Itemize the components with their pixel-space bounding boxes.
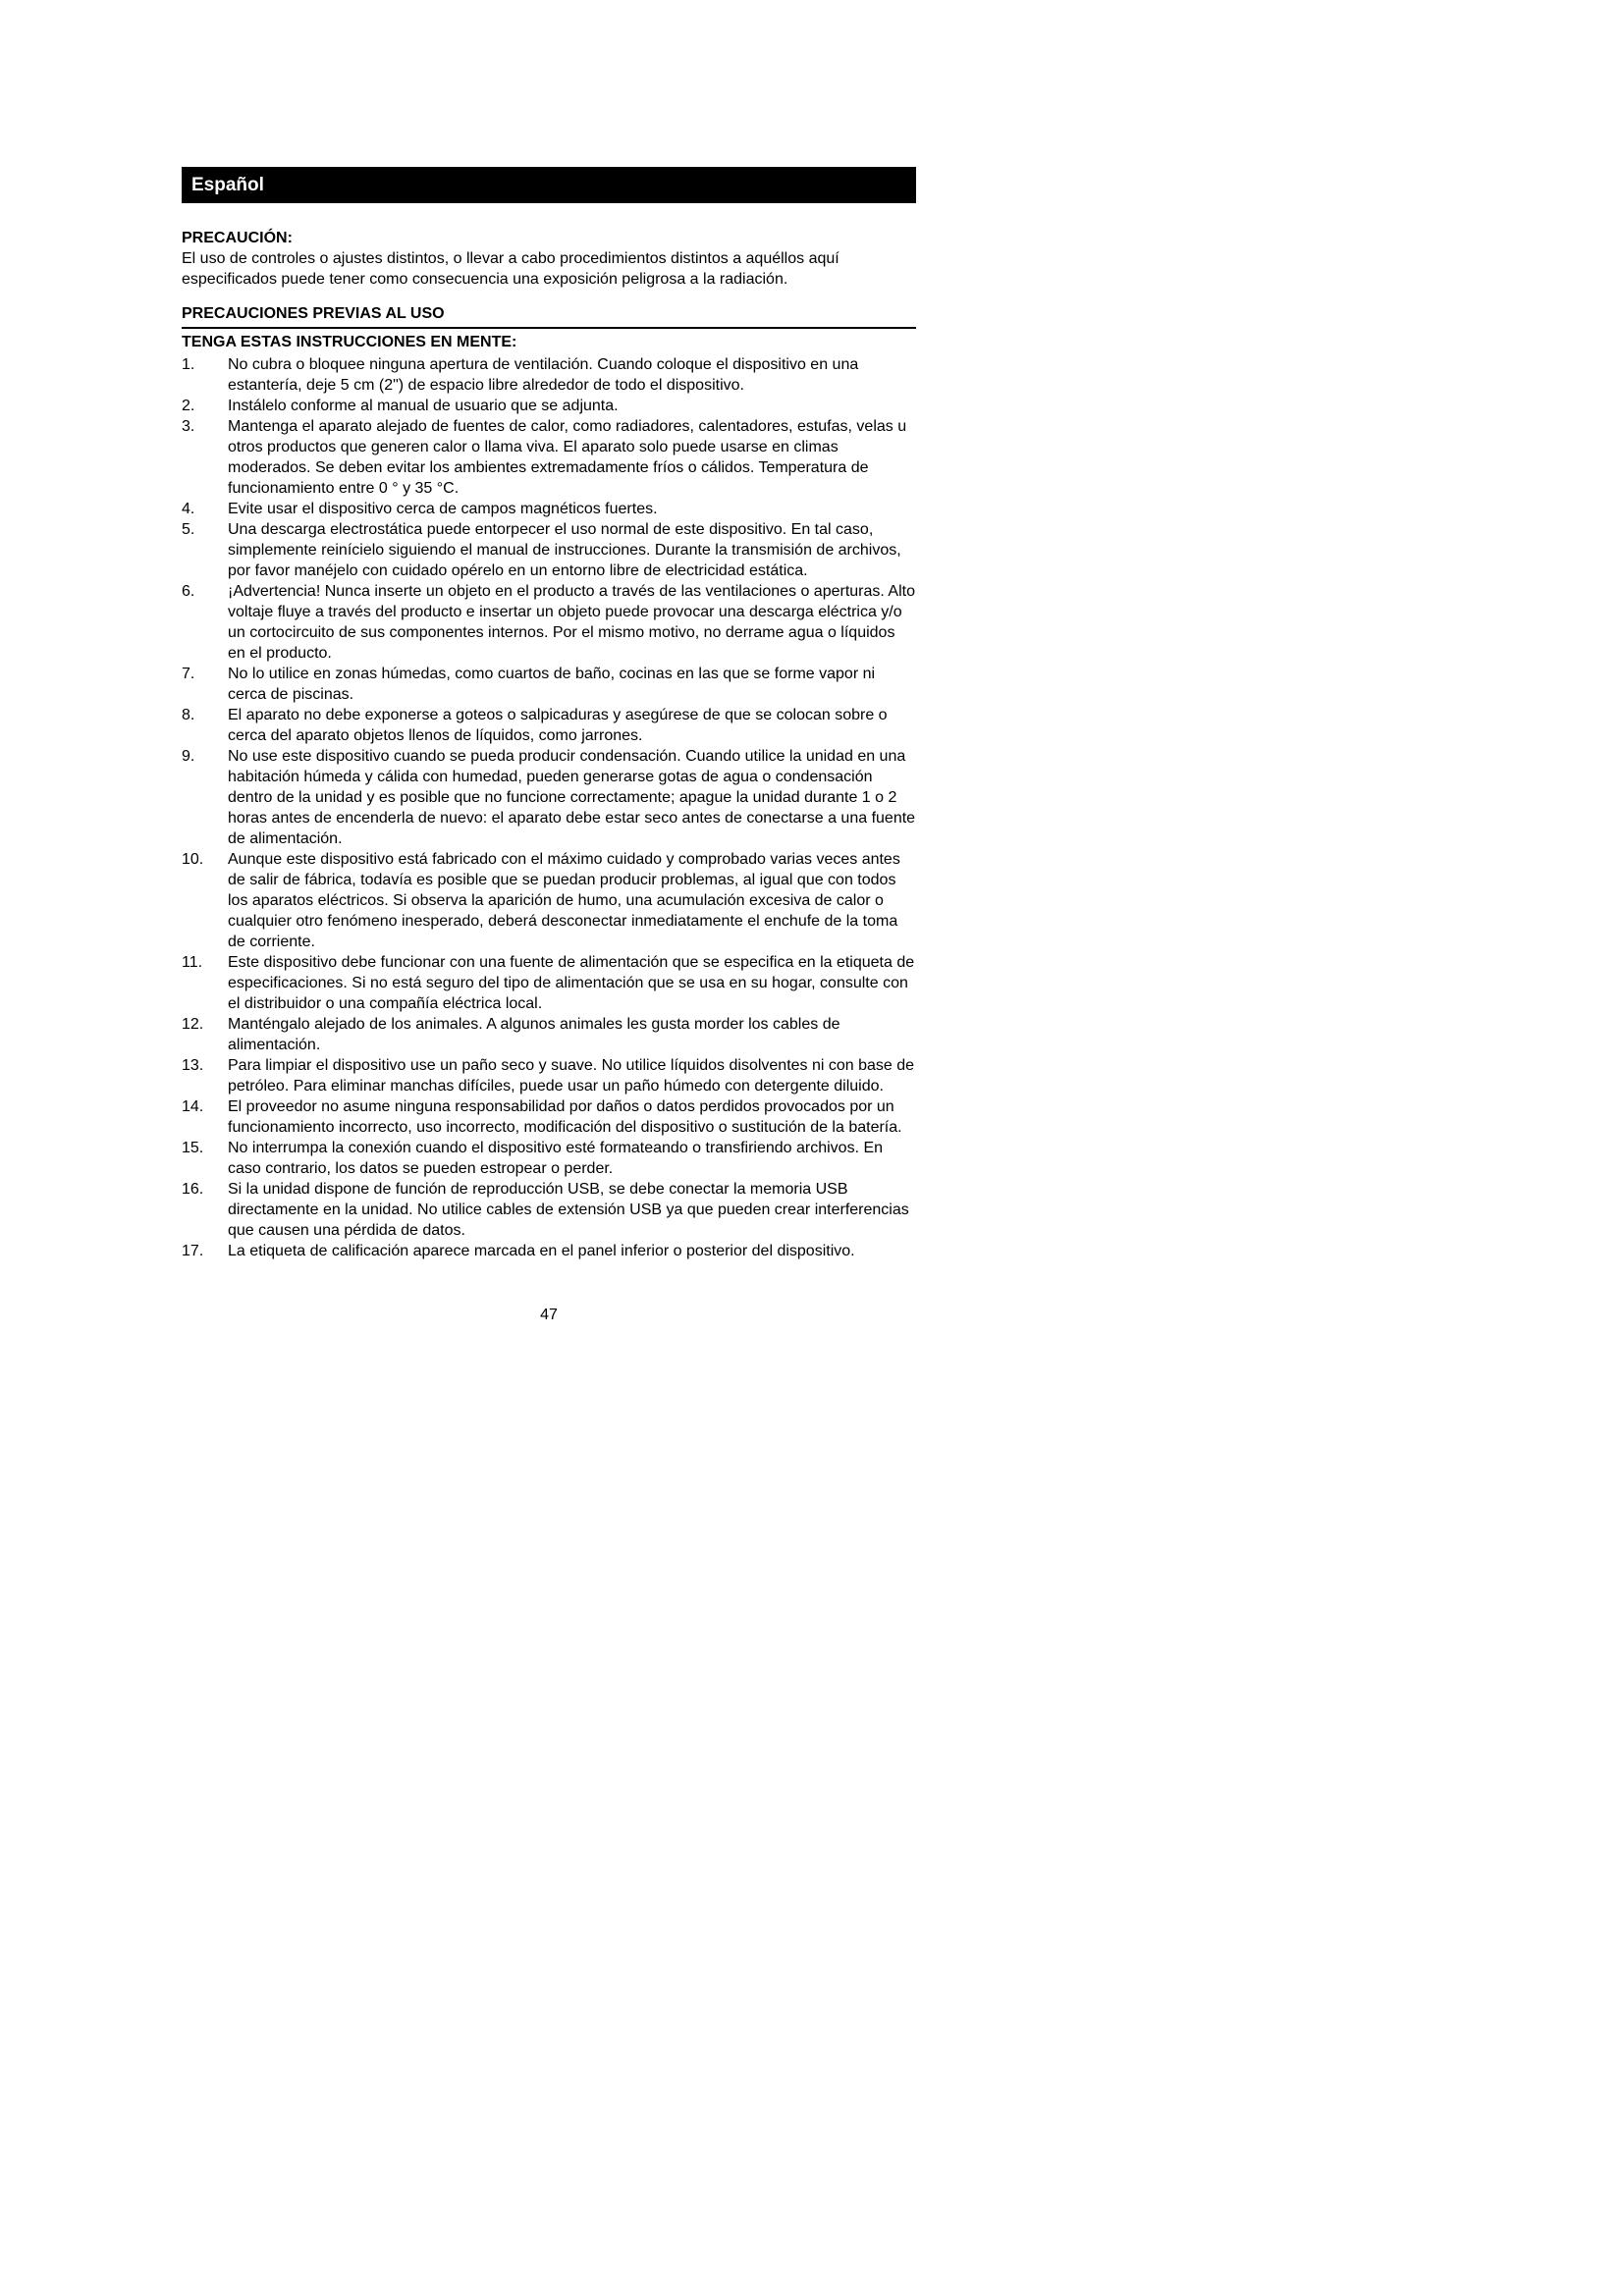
list-item-text: ¡Advertencia! Nunca inserte un objeto en el producto a través de las ventilaciones o aperturas. Alto voltaje fluye a través del producto e insertar un objeto puede provocar una descarga eléctrica y/o un cortocircuito de sus componentes internos. Por el mismo motivo, no derrame agua o líquidos en el producto.: [228, 583, 915, 662]
list-item-text: El aparato no debe exponerse a goteos o salpicaduras y asegúrese de que se colocan sobre o cerca del aparato objetos llenos de líquidos, como jarrones.: [228, 707, 888, 744]
page-footer: [182, 1305, 916, 1325]
list-item-text: No interrumpa la conexión cuando el dispositivo esté formateando o transfiriendo archivos. En caso contrario, los datos se pueden estropear o perder.: [228, 1140, 884, 1177]
page-number: 47: [540, 1307, 558, 1323]
list-item-number: 8.: [182, 707, 195, 723]
list-item-number: 13.: [182, 1057, 204, 1074]
caution-heading: PRECAUCIÓN:: [182, 230, 293, 246]
list-item: [182, 1179, 916, 1241]
list-item-text: No lo utilice en zonas húmedas, como cuartos de baño, cocinas en las que se forme vapor ni cerca de piscinas.: [228, 666, 876, 703]
list-item-number: 5.: [182, 521, 195, 538]
list-item-text: Aunque este dispositivo está fabricado con el máximo cuidado y comprobado varias veces antes de salir de fábrica, todavía es posible que se puedan producir problemas, al igual que con todos los aparatos eléctricos. Si observa la aparición de humo, una acumulación excesiva de calor o cualquier otro fenómeno inesperado, deberá desconectar inmediatamente el enchufe de la toma de corriente.: [228, 851, 900, 950]
list-item-number: 3.: [182, 418, 195, 435]
list-item: [182, 746, 916, 849]
list-item-text: Una descarga electrostática puede entorpecer el uso normal de este dispositivo. En tal caso, simplemente reinícielo siguiendo el manual de instrucciones. Durante la transmisión de archivos, por favor manéjelo con cuidado opérelo en un entorno libre de electricidad estática.: [228, 521, 901, 579]
list-item-text: Mantenga el aparato alejado de fuentes de calor, como radiadores, calentadores, estufas, velas u otros productos que generen calor o llama viva. El aparato solo puede usarse en climas moderados. Se deben evitar los ambientes extremadamente fríos o cálidos. Temperatura de funcionamiento entre 0 ° y 35 °C.: [228, 418, 907, 497]
list-item: [182, 581, 916, 664]
list-item: [182, 416, 916, 499]
list-item: [182, 1014, 916, 1055]
list-item-text: Instálelo conforme al manual de usuario que se adjunta.: [228, 398, 619, 414]
list-item-number: 6.: [182, 583, 195, 600]
list-item: [182, 664, 916, 705]
list-item-text: Manténgalo alejado de los animales. A algunos animales les gusta morder los cables de alimentación.: [228, 1016, 840, 1053]
list-item: [182, 1138, 916, 1179]
list-item-number: 11.: [182, 954, 203, 971]
list-item-number: 12.: [182, 1016, 204, 1033]
list-item-number: 16.: [182, 1181, 204, 1198]
list-item: [182, 1096, 916, 1138]
list-item: [182, 499, 916, 519]
list-item: [182, 396, 916, 416]
list-item-number: 17.: [182, 1243, 204, 1259]
list-item: [182, 1241, 916, 1261]
list-item-number: 15.: [182, 1140, 204, 1156]
list-item: [182, 1055, 916, 1096]
list-item: [182, 849, 916, 952]
list-item: [182, 354, 916, 396]
list-item-text: Evite usar el dispositivo cerca de campos magnéticos fuertes.: [228, 501, 658, 517]
language-banner-label: Español: [191, 175, 264, 195]
list-item-text: No cubra o bloquee ninguna apertura de ventilación. Cuando coloque el dispositivo en una estantería, deje 5 cm (2") de espacio libre alrededor de todo el dispositivo.: [228, 356, 859, 394]
list-item: [182, 519, 916, 581]
page-content: [182, 167, 916, 1325]
precautions-heading: PRECAUCIONES PREVIAS AL USO: [182, 303, 916, 329]
list-item-number: 10.: [182, 851, 204, 868]
caution-paragraph: El uso de controles o ajustes distintos, o llevar a cabo procedimientos distintos a aquéllos aquí especificados puede tener como consecuencia una exposición peligrosa a la radiación.: [182, 250, 839, 288]
instruction-list: [182, 354, 916, 1261]
list-item-text: La etiqueta de calificación aparece marcada en el panel inferior o posterior del dispositivo.: [228, 1243, 855, 1259]
list-item-text: El proveedor no asume ninguna responsabilidad por daños o datos perdidos provocados por un funcionamiento incorrecto, uso incorrecto, modificación del dispositivo o sustitución de la batería.: [228, 1098, 902, 1136]
instructions-heading: TENGA ESTAS INSTRUCCIONES EN MENTE:: [182, 334, 517, 350]
list-item-number: 1.: [182, 356, 195, 373]
list-item-text: Si la unidad dispone de función de reproducción USB, se debe conectar la memoria USB directamente en la unidad. No utilice cables de extensión USB ya que pueden crear interferencias que causen una pérdida de datos.: [228, 1181, 909, 1239]
list-item-text: Este dispositivo debe funcionar con una fuente de alimentación que se especifica en la etiqueta de especificaciones. Si no está seguro del tipo de alimentación que se usa en su hogar, consulte con el distribuidor o una compañía eléctrica local.: [228, 954, 915, 1012]
language-banner: [182, 167, 916, 203]
list-item-number: 2.: [182, 398, 195, 414]
list-item-text: Para limpiar el dispositivo use un paño seco y suave. No utilice líquidos disolventes ni con base de petróleo. Para eliminar manchas difíciles, puede usar un paño húmedo con detergente diluido.: [228, 1057, 915, 1095]
list-item: [182, 705, 916, 746]
list-item: [182, 952, 916, 1014]
list-item-number: 7.: [182, 666, 195, 682]
list-item-number: 9.: [182, 748, 195, 765]
list-item-text: No use este dispositivo cuando se pueda producir condensación. Cuando utilice la unidad en una habitación húmeda y cálida con humedad, pueden generarse gotas de agua o condensación dentro de la unidad y es posible que no funcione correctamente; apague la unidad durante 1 o 2 horas antes de encenderla de nuevo: el aparato debe estar seco antes de conectarse a una fuente de alimentación.: [228, 748, 916, 847]
list-item-number: 14.: [182, 1098, 204, 1115]
list-item-number: 4.: [182, 501, 195, 517]
